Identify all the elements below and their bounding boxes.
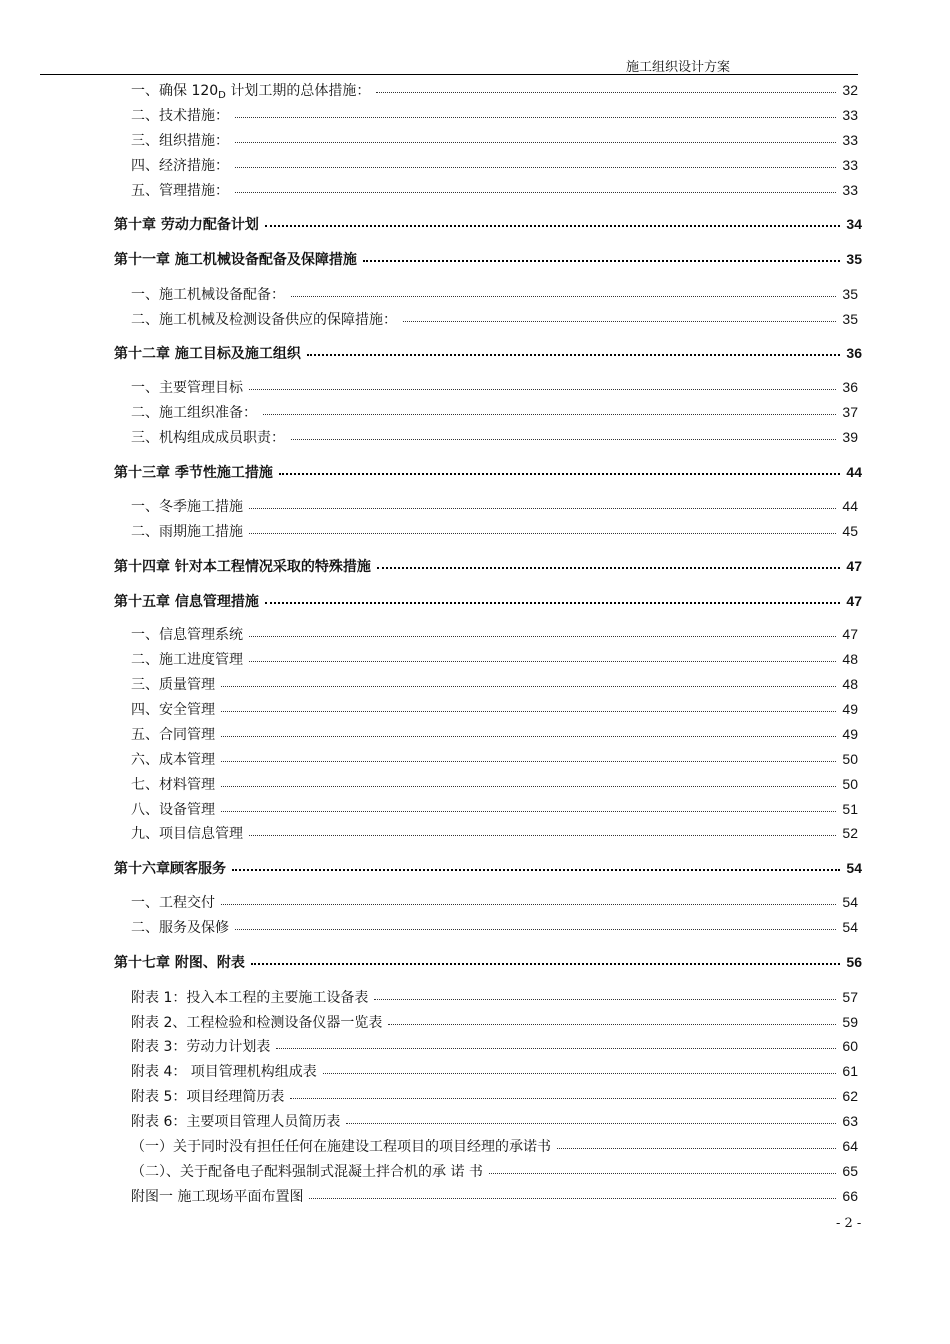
toc-entry-label: 附表 1：投入本工程的主要施工设备表 xyxy=(131,990,369,1006)
toc-leader-dots xyxy=(235,919,836,930)
toc-page-number: 44 xyxy=(846,464,862,480)
toc-chapter-row[interactable] xyxy=(0,556,862,576)
toc-entry-label: 一、信息管理系统 xyxy=(131,627,243,643)
toc-leader-dots xyxy=(265,592,840,604)
toc-entry-label: 第十二章 施工目标及施工组织 xyxy=(114,346,301,362)
toc-page-number: 39 xyxy=(842,429,858,445)
toc-entry-label: 一、主要管理目标 xyxy=(131,380,243,396)
page-header xyxy=(40,52,858,75)
page-number: - 2 - xyxy=(836,1216,862,1231)
toc-entry-subscript: D xyxy=(218,90,226,101)
toc-entry-label: 三、组织措施： xyxy=(131,133,229,149)
toc-leader-dots xyxy=(249,498,836,509)
toc-leader-dots xyxy=(276,1038,836,1049)
toc-entry-row[interactable] xyxy=(0,1086,858,1106)
toc-entry-label: 第十一章 施工机械设备配备及保障措施 xyxy=(114,252,357,268)
toc-entry-row[interactable] xyxy=(0,1061,858,1081)
toc-entry-label: 第十三章 季节性施工措施 xyxy=(114,465,273,481)
toc-entry-row[interactable] xyxy=(0,1186,858,1206)
toc-leader-dots xyxy=(249,626,836,637)
toc-leader-dots xyxy=(232,859,840,871)
toc-page-number: 49 xyxy=(842,701,858,717)
toc-leader-dots xyxy=(265,215,840,227)
toc-entry-label: 第十六章顾客服务 xyxy=(114,861,226,877)
toc-entry-row[interactable] xyxy=(0,377,858,397)
toc-leader-dots xyxy=(235,132,836,143)
toc-chapter-row[interactable] xyxy=(0,343,862,363)
toc-entry-row[interactable] xyxy=(0,130,858,150)
toc-page-number: 54 xyxy=(846,860,862,876)
toc-page-number: 52 xyxy=(842,825,858,841)
toc-entry-label: 九、项目信息管理 xyxy=(131,826,243,842)
toc-leader-dots xyxy=(307,344,840,356)
toc-entry-label: 第十七章 附图、附表 xyxy=(114,955,245,971)
toc-leader-dots xyxy=(323,1063,836,1074)
toc-entry-row[interactable] xyxy=(0,917,858,937)
toc-chapter-row[interactable] xyxy=(0,249,862,269)
toc-page-number: 34 xyxy=(846,216,862,232)
toc-entry-row[interactable] xyxy=(0,799,858,819)
toc-leader-dots xyxy=(309,1188,836,1199)
toc-leader-dots xyxy=(557,1138,836,1149)
toc-leader-dots xyxy=(376,82,836,93)
toc-entry-label: 附图一 施工现场平面布置图 xyxy=(131,1189,304,1205)
toc-page-number: 54 xyxy=(842,894,858,910)
toc-entry-row[interactable] xyxy=(0,80,858,100)
toc-leader-dots xyxy=(221,801,836,812)
toc-entry-label: 附表 2、工程检验和检测设备仪器一览表 xyxy=(131,1015,383,1031)
toc-leader-dots xyxy=(249,825,836,836)
toc-entry-label: 一、确保 $120_D$ 计划工期的总体措施： xyxy=(131,83,371,101)
toc-entry-row[interactable] xyxy=(0,1012,858,1032)
toc-page-number: 33 xyxy=(842,182,858,198)
toc-page-number: 36 xyxy=(842,379,858,395)
toc-entry-label: （一）关于同时没有担任任何在施建设工程项目的项目经理的承诺书 xyxy=(131,1139,551,1155)
toc-entry-row[interactable] xyxy=(0,749,858,769)
toc-leader-dots xyxy=(263,404,836,415)
toc-entry-row[interactable] xyxy=(0,699,858,719)
toc-entry-label: 三、机构组成成员职责： xyxy=(131,430,285,446)
toc-page-number: 51 xyxy=(842,801,858,817)
toc-page-number: 64 xyxy=(842,1138,858,1154)
toc-leader-dots xyxy=(221,751,836,762)
toc-entry-row[interactable] xyxy=(0,1111,858,1131)
toc-page-number: 47 xyxy=(846,593,862,609)
toc-page-number: 37 xyxy=(842,404,858,420)
toc-entry-label: 附表 5：项目经理简历表 xyxy=(131,1089,285,1105)
toc-entry-row[interactable] xyxy=(0,1036,858,1056)
toc-entry-label: 第十章 劳动力配备计划 xyxy=(114,217,259,233)
toc-entry-label: 二、施工进度管理 xyxy=(131,652,243,668)
toc-entry-row[interactable] xyxy=(0,624,858,644)
toc-leader-dots xyxy=(221,676,836,687)
toc-leader-dots xyxy=(235,107,836,118)
toc-leader-dots xyxy=(388,1014,836,1025)
toc-page-number: 35 xyxy=(846,251,862,267)
toc-page-number: 33 xyxy=(842,132,858,148)
toc-chapter-row[interactable] xyxy=(0,952,862,972)
toc-entry-label: 二、施工组织准备： xyxy=(131,405,257,421)
toc-page-number: 59 xyxy=(842,1014,858,1030)
header-title: 施工组织设计方案 xyxy=(625,60,730,75)
toc-leader-dots xyxy=(249,651,836,662)
toc-entry-row[interactable] xyxy=(0,987,858,1007)
toc-page-number: 44 xyxy=(842,498,858,514)
toc-chapter-row[interactable] xyxy=(0,214,862,234)
toc-page-number: 36 xyxy=(846,345,862,361)
toc-leader-dots xyxy=(235,182,836,193)
toc-leader-dots xyxy=(403,311,836,322)
toc-page-number: 48 xyxy=(842,651,858,667)
toc-entry-label: 三、质量管理 xyxy=(131,677,215,693)
toc-page-number: 62 xyxy=(842,1088,858,1104)
toc-page-number: 47 xyxy=(842,626,858,642)
toc-chapter-row[interactable] xyxy=(0,858,862,878)
toc-leader-dots xyxy=(291,429,836,440)
toc-entry-label: 第十四章 针对本工程情况采取的特殊措施 xyxy=(114,559,371,575)
toc-leader-dots xyxy=(290,1088,836,1099)
toc-entry-label: 四、经济措施： xyxy=(131,158,229,174)
toc-entry-row[interactable] xyxy=(0,649,858,669)
toc-entry-row[interactable] xyxy=(0,402,858,422)
toc-entry-row[interactable] xyxy=(0,496,858,516)
toc-page-number: 49 xyxy=(842,726,858,742)
toc-page-number: 35 xyxy=(842,311,858,327)
toc-entry-row[interactable] xyxy=(0,284,858,304)
toc-page-number: 48 xyxy=(842,676,858,692)
toc-page-number: 60 xyxy=(842,1038,858,1054)
toc-leader-dots xyxy=(291,286,836,297)
toc-entry-label: 七、材料管理 xyxy=(131,777,215,793)
toc-entry-label: （二）、关于配备电子配料强制式混凝土拌合机的承 诺 书 xyxy=(131,1164,483,1180)
toc-entry-label: 六、成本管理 xyxy=(131,752,215,768)
toc-page-number: 61 xyxy=(842,1063,858,1079)
toc-page-number: 50 xyxy=(842,776,858,792)
toc-entry-label: 附表 4： 项目管理机构组成表 xyxy=(131,1064,317,1080)
toc-entry-label: 一、冬季施工措施 xyxy=(131,499,243,515)
toc-leader-dots xyxy=(346,1113,836,1124)
toc-page-number: 47 xyxy=(846,558,862,574)
toc-entry-row[interactable] xyxy=(0,427,858,447)
toc-entry-row[interactable] xyxy=(0,1161,858,1181)
toc-leader-dots xyxy=(374,989,836,1000)
toc-entry-row[interactable] xyxy=(0,674,858,694)
toc-entry-label: 附表 3：劳动力计划表 xyxy=(131,1039,271,1055)
toc-leader-dots xyxy=(363,250,840,262)
toc-entry-row[interactable] xyxy=(0,1136,858,1156)
toc-leader-dots xyxy=(221,701,836,712)
toc-entry-label: 八、设备管理 xyxy=(131,802,215,818)
toc-entry-label: 二、雨期施工措施 xyxy=(131,524,243,540)
toc-entry-label: 五、合同管理 xyxy=(131,727,215,743)
toc-page-number: 56 xyxy=(846,954,862,970)
toc-leader-dots xyxy=(279,463,840,475)
toc-page-number: 33 xyxy=(842,157,858,173)
toc-leader-dots xyxy=(221,726,836,737)
toc-leader-dots xyxy=(235,157,836,168)
toc-entry-row[interactable] xyxy=(0,180,858,200)
toc-entry-row[interactable] xyxy=(0,309,858,329)
toc-entry-row[interactable] xyxy=(0,521,858,541)
toc-entry-row[interactable] xyxy=(0,155,858,175)
toc-leader-dots xyxy=(489,1163,836,1174)
toc-page-number: 65 xyxy=(842,1163,858,1179)
toc-entry-row[interactable] xyxy=(0,823,858,843)
toc-entry-row[interactable] xyxy=(0,774,858,794)
toc-entry-label: 附表 6：主要项目管理人员简历表 xyxy=(131,1114,341,1130)
toc-entry-label: 四、安全管理 xyxy=(131,702,215,718)
toc-leader-dots xyxy=(221,894,836,905)
toc-entry-label: 一、施工机械设备配备： xyxy=(131,287,285,303)
toc-page-number: 45 xyxy=(842,523,858,539)
toc-page-number: 63 xyxy=(842,1113,858,1129)
toc-page-number: 50 xyxy=(842,751,858,767)
toc-entry-label: 二、技术措施： xyxy=(131,108,229,124)
toc-page-number: 57 xyxy=(842,989,858,1005)
toc-entry-label: 二、服务及保修 xyxy=(131,920,229,936)
toc-entry-label: 二、施工机械及检测设备供应的保障措施： xyxy=(131,312,397,328)
toc-leader-dots xyxy=(377,557,840,569)
toc-entry-label: 一、工程交付 xyxy=(131,895,215,911)
toc-leader-dots xyxy=(249,379,836,390)
toc-entry-row[interactable] xyxy=(0,105,858,125)
toc-page-number: 35 xyxy=(842,286,858,302)
toc-entry-label: 第十五章 信息管理措施 xyxy=(114,594,259,610)
toc-page-number: 32 xyxy=(842,82,858,98)
toc-chapter-row[interactable] xyxy=(0,591,862,611)
toc-entry-row[interactable] xyxy=(0,892,858,912)
toc-entry-row[interactable] xyxy=(0,724,858,744)
toc-entry-label: 五、管理措施： xyxy=(131,183,229,199)
toc-chapter-row[interactable] xyxy=(0,462,862,482)
toc-leader-dots xyxy=(251,953,840,965)
toc-page-number: 66 xyxy=(842,1188,858,1204)
toc-leader-dots xyxy=(221,776,836,787)
toc-page-number: 54 xyxy=(842,919,858,935)
toc-leader-dots xyxy=(249,523,836,534)
toc-page-number: 33 xyxy=(842,107,858,123)
